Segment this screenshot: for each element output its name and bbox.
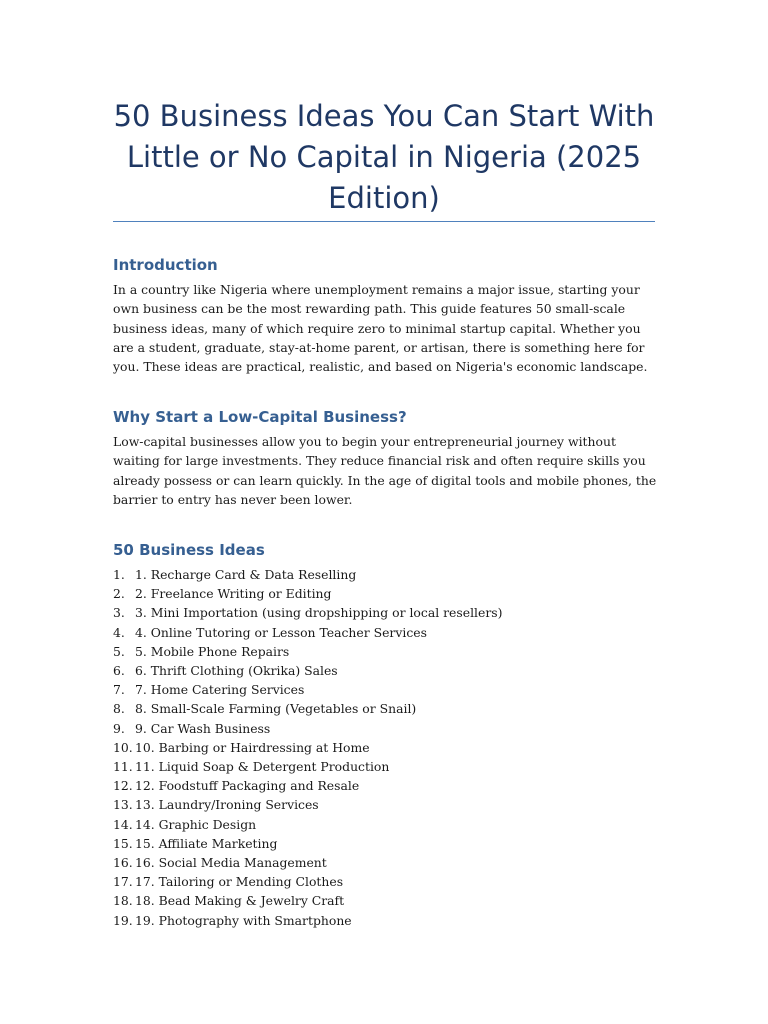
list-item-text: 10. Barbing or Hairdressing at Home bbox=[135, 739, 370, 755]
list-item-text: 13. Laundry/Ironing Services bbox=[135, 797, 319, 813]
title-divider bbox=[113, 221, 655, 222]
list-item-number: 18. bbox=[113, 893, 133, 909]
list-item bbox=[113, 776, 658, 795]
list-item-text: 19. Photography with Smartphone bbox=[135, 912, 352, 928]
why-paragraph: Low-capital businesses allow you to begin your entrepreneurial journey without waiting for large investments. They reduce financial risk and often require skills you already possess or can learn quickly. In the age of digital tools and mobile phones, the barrier to entry has never been lower. bbox=[113, 434, 657, 507]
list-item-text: 12. Foodstuff Packaging and Resale bbox=[135, 778, 360, 794]
list-item-number: 9. bbox=[113, 720, 125, 736]
list-item-number: 15. bbox=[113, 835, 133, 851]
ideas-section bbox=[113, 541, 658, 930]
why-heading: Why Start a Low-Capital Business? bbox=[113, 408, 407, 426]
list-item-number: 19. bbox=[113, 912, 133, 928]
why-section bbox=[113, 408, 658, 509]
list-item-text: 15. Affiliate Marketing bbox=[135, 835, 278, 851]
list-item-number: 16. bbox=[113, 855, 133, 871]
list-item-text: 7. Home Catering Services bbox=[135, 682, 305, 698]
list-item bbox=[113, 699, 658, 718]
document-title: 50 Business Ideas You Can Start With Little or No Capital in Nigeria (2025 Edition) bbox=[113, 99, 655, 215]
list-item bbox=[113, 795, 658, 814]
list-item-text: 3. Mini Importation (using dropshipping or local resellers) bbox=[135, 605, 503, 621]
list-item bbox=[113, 872, 658, 891]
list-item-text: 5. Mobile Phone Repairs bbox=[135, 643, 290, 659]
list-item-number: 8. bbox=[113, 701, 125, 717]
list-item-text: 16. Social Media Management bbox=[135, 855, 327, 871]
list-item bbox=[113, 565, 658, 584]
list-item-text: 18. Bead Making & Jewelry Craft bbox=[135, 893, 345, 909]
list-item-text: 8. Small-Scale Farming (Vegetables or Snail) bbox=[135, 701, 417, 717]
ideas-heading: 50 Business Ideas bbox=[113, 541, 265, 559]
list-item-text: 17. Tailoring or Mending Clothes bbox=[135, 874, 344, 890]
list-item bbox=[113, 757, 658, 776]
list-item-number: 10. bbox=[113, 739, 133, 755]
list-item bbox=[113, 661, 658, 680]
list-item-number: 1. bbox=[113, 567, 125, 582]
list-item-text: 11. Liquid Soap & Detergent Production bbox=[135, 759, 390, 775]
list-item-number: 7. bbox=[113, 682, 125, 698]
list-item bbox=[113, 603, 658, 622]
list-item-number: 13. bbox=[113, 797, 133, 813]
list-item-text: 1. Recharge Card & Data Reselling bbox=[135, 567, 357, 582]
list-item bbox=[113, 891, 658, 910]
introduction-paragraph: In a country like Nigeria where unemployment remains a major issue, starting your own business can be the most rewarding path. This guide features 50 small-scale business ideas, many of which require zero to minimal startup capital. Whether you are a student, graduate, stay-at-home parent, or artisan, there is something here for you. These ideas are practical, realistic, and based on Nigeria's economic landscape. bbox=[113, 282, 648, 375]
ideas-list bbox=[113, 565, 658, 930]
introduction-heading: Introduction bbox=[113, 256, 218, 274]
list-item-text: 2. Freelance Writing or Editing bbox=[135, 586, 332, 602]
list-item-number: 11. bbox=[113, 759, 133, 775]
list-item bbox=[113, 719, 658, 738]
list-item-number: 4. bbox=[113, 624, 125, 640]
list-item bbox=[113, 642, 658, 661]
list-item bbox=[113, 815, 658, 834]
list-item-number: 3. bbox=[113, 605, 125, 621]
list-item bbox=[113, 738, 658, 757]
list-item-text: 4. Online Tutoring or Lesson Teacher Services bbox=[135, 624, 427, 640]
list-item bbox=[113, 853, 658, 872]
list-item-number: 6. bbox=[113, 663, 125, 679]
list-item bbox=[113, 623, 658, 642]
list-item-text: 6. Thrift Clothing (Okrika) Sales bbox=[135, 663, 338, 679]
list-item bbox=[113, 834, 658, 853]
list-item-number: 12. bbox=[113, 778, 133, 794]
list-item-text: 14. Graphic Design bbox=[135, 816, 257, 832]
list-item-number: 14. bbox=[113, 816, 133, 832]
list-item bbox=[113, 911, 658, 930]
list-item-number: 17. bbox=[113, 874, 133, 890]
introduction-section bbox=[113, 256, 658, 376]
list-item bbox=[113, 584, 658, 603]
list-item-number: 2. bbox=[113, 586, 125, 602]
list-item-text: 9. Car Wash Business bbox=[135, 720, 271, 736]
list-item bbox=[113, 680, 658, 699]
list-item-number: 5. bbox=[113, 643, 125, 659]
